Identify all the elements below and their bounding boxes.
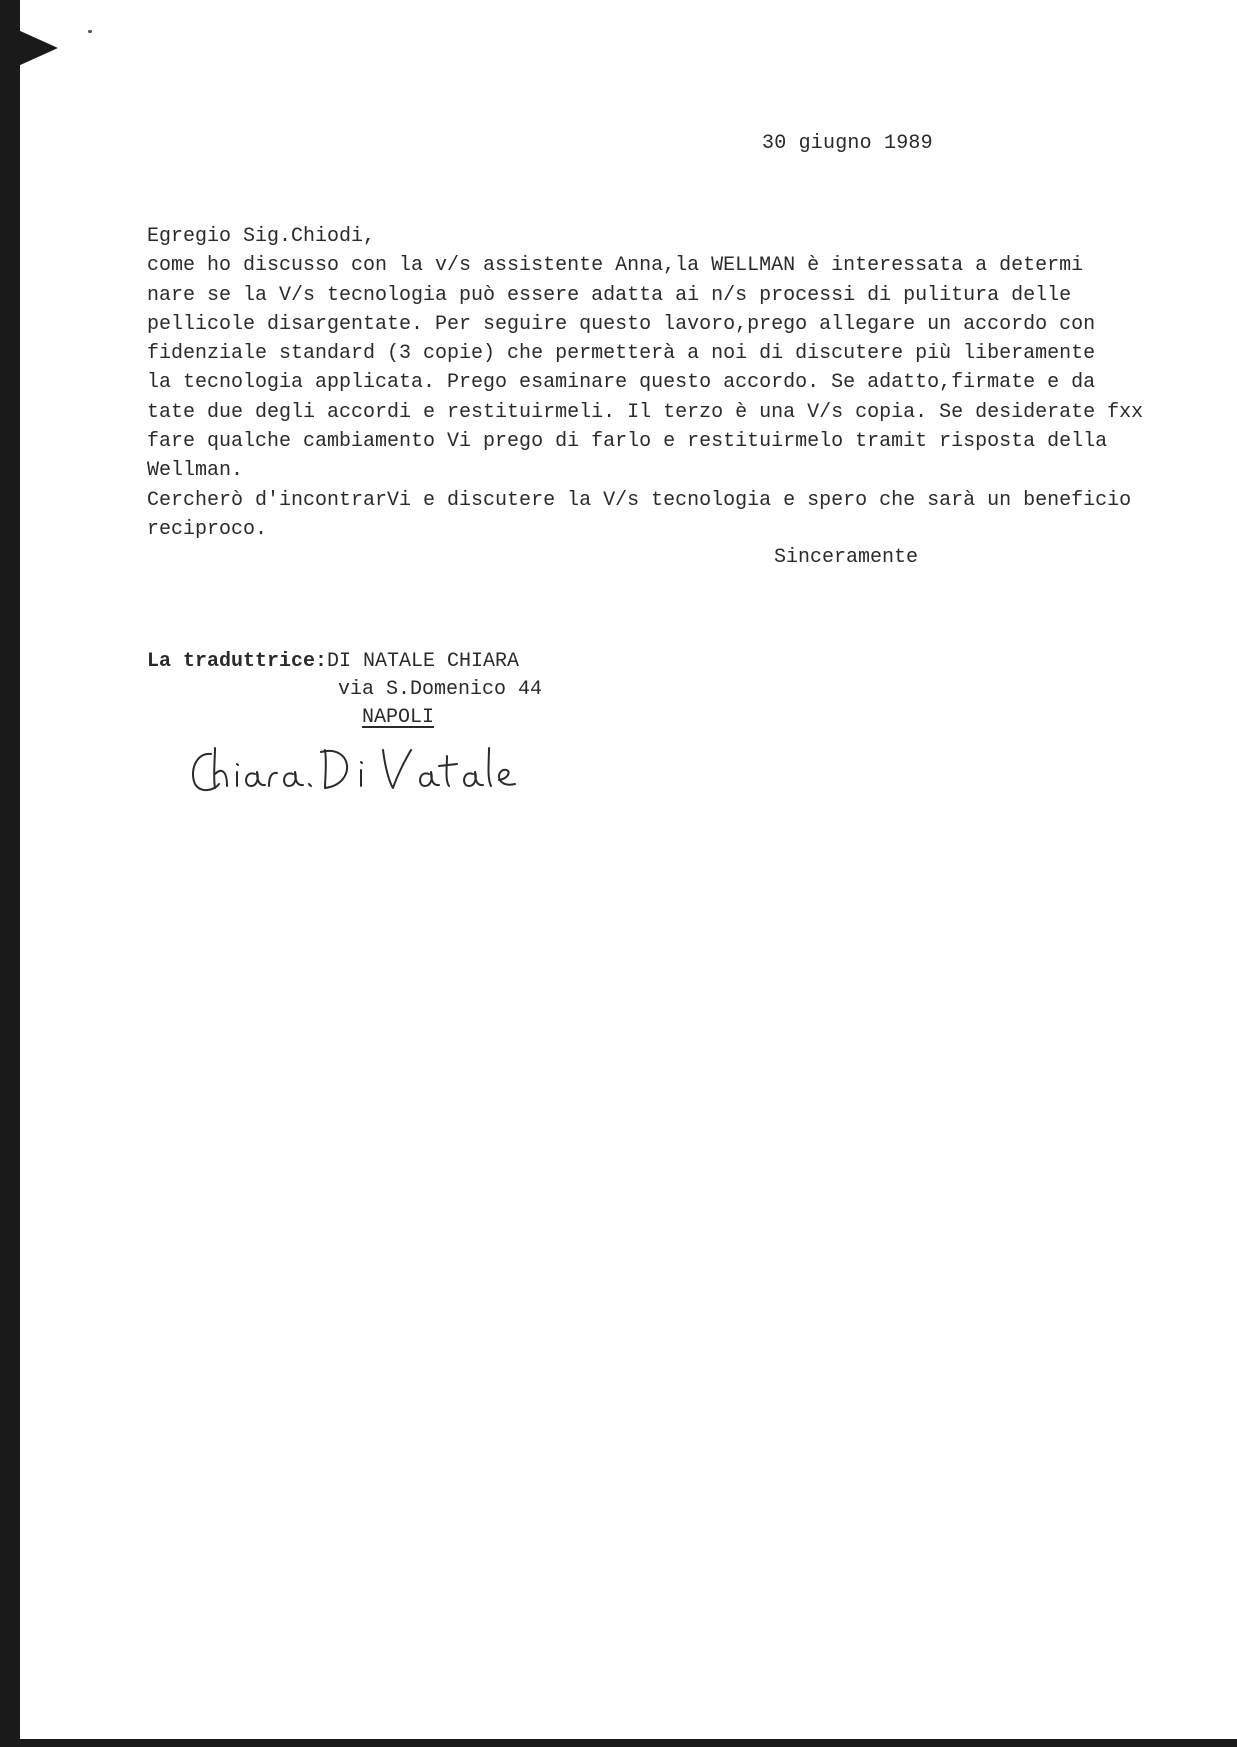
scan-speck bbox=[88, 30, 92, 33]
body-line: come ho discusso con la v/s assistente Anna,la WELLMAN è interessata a determi bbox=[147, 254, 1084, 278]
body-line: fidenziale standard (3 copie) che permetterà a noi di discutere più liberamente bbox=[147, 342, 1096, 366]
salutation: Egregio Sig.Chiodi, bbox=[147, 225, 376, 248]
letter-body bbox=[147, 222, 1187, 544]
translator-street: via S.Domenico 44 bbox=[338, 678, 543, 701]
scan-notch bbox=[18, 30, 58, 66]
translator-block bbox=[147, 648, 542, 732]
scan-border-left bbox=[0, 0, 20, 1747]
translator-city-row bbox=[147, 704, 542, 732]
letter-date: 30 giugno 1989 bbox=[762, 132, 933, 155]
handwritten-signature bbox=[185, 740, 525, 800]
body-line: pellicole disargentate. Per seguire questo lavoro,prego allegare un accordo con bbox=[147, 312, 1096, 336]
translator-name: DI NATALE CHIARA bbox=[327, 650, 520, 673]
scan-border-bottom bbox=[0, 1739, 1237, 1747]
translator-label: La traduttrice: bbox=[147, 650, 328, 673]
closing: Sinceramente bbox=[774, 546, 919, 569]
translator-street-row bbox=[147, 676, 542, 704]
body-line: Cercherò d'incontrarVi e discutere la V/s tecnologia e spero che sarà un beneficio bbox=[147, 488, 1132, 512]
body-line: la tecnologia applicata. Prego esaminare questo accordo. Se adatto,firmate e da bbox=[147, 371, 1096, 395]
body-line: tate due degli accordi e restituirmeli. Il terzo è una V/s copia. Se desiderate fxx bbox=[147, 400, 1144, 424]
body-line: fare qualche cambiamento Vi prego di farlo e restituirmelo tramit risposta della bbox=[147, 430, 1108, 454]
body-line: reciproco. bbox=[147, 517, 268, 541]
translator-name-row bbox=[147, 648, 542, 676]
body-line: nare se la V/s tecnologia può essere adatta ai n/s processi di pulitura delle bbox=[147, 283, 1072, 307]
translator-city: NAPOLI bbox=[362, 706, 435, 729]
body-line: Wellman. bbox=[147, 459, 244, 483]
